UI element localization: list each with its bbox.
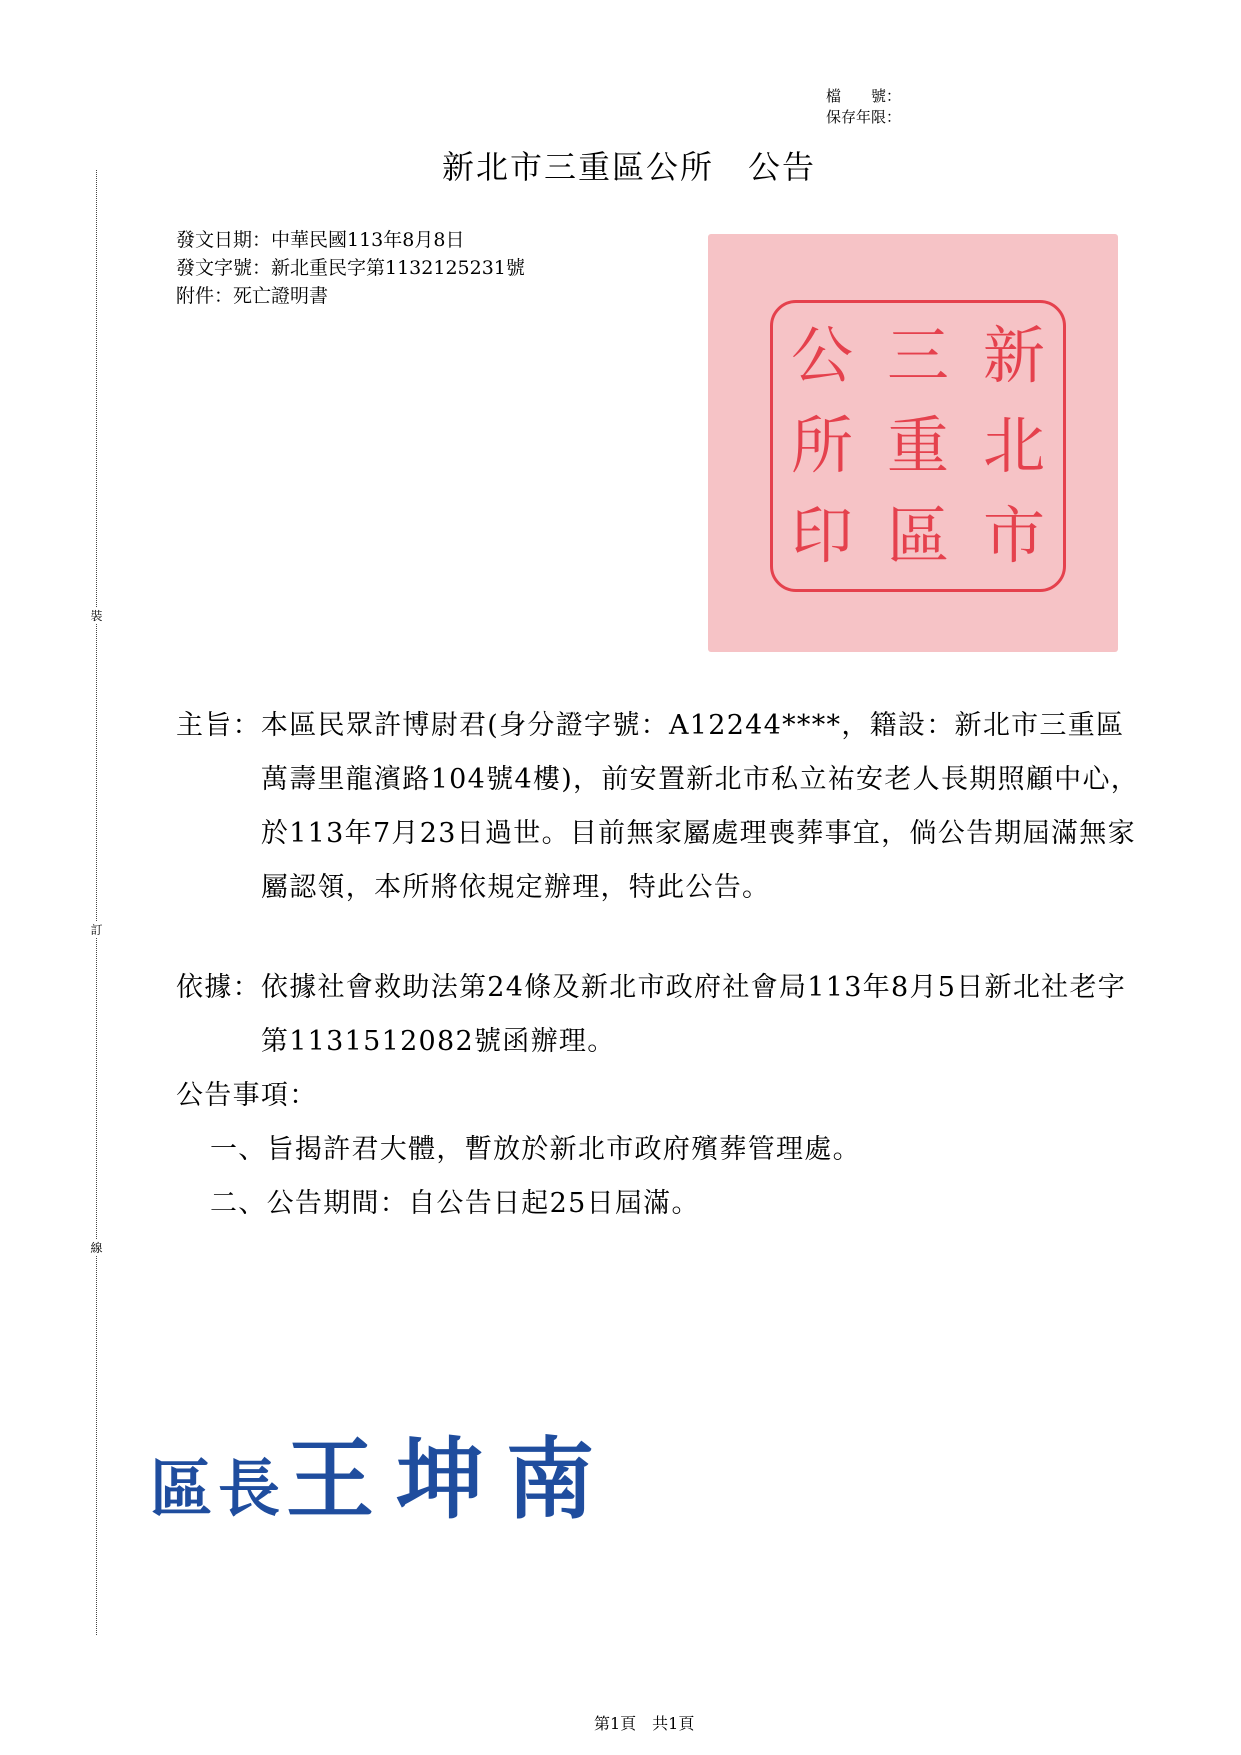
notice-item-number: 二、	[210, 1188, 267, 1219]
issue-date: 發文日期：中華民國113年8月8日	[176, 229, 465, 251]
official-seal	[708, 234, 1118, 652]
seal-column-3: 公 所 印	[790, 319, 853, 572]
binding-mark-middle: 訂	[90, 923, 103, 937]
signature-name: 王坤南	[286, 1428, 617, 1531]
notice-item-text: 旨揭許君大體，暫放於新北市政府殯葬管理處。	[266, 1134, 861, 1165]
signature-title: 區長	[150, 1452, 287, 1525]
basis-text: 依據社會救助法第24條及新北市政府社會局113年8月5日新北社老字第1131512082號函辦理。	[260, 972, 1127, 1057]
file-meta	[826, 86, 901, 128]
binding-line	[96, 170, 97, 1635]
basis-section	[176, 961, 1146, 1069]
seal-column-1: 新 北 市	[982, 319, 1045, 572]
subject-section	[176, 699, 1146, 915]
notice-item-text: 公告期間：自公告日起25日屆滿。	[266, 1188, 700, 1219]
binding-mark-bottom: 線	[90, 1241, 103, 1255]
attachment: 附件：死亡證明書	[176, 285, 329, 307]
notice-section	[176, 1069, 1146, 1231]
document-header	[176, 226, 525, 310]
file-number-label: 檔 號：	[826, 87, 902, 105]
subject-heading: 主旨：	[176, 710, 261, 741]
seal-column-2: 三 重 區	[886, 319, 949, 572]
signature	[150, 1410, 616, 1536]
basis-heading: 依據：	[176, 972, 261, 1003]
binding-mark-top: 裝	[90, 609, 103, 623]
subject-text: 本區民眾許博尉君(身分證字號：A12244****，籍設：新北市三重區萬壽里龍濱路104號4樓)，前安置新北市私立祐安老人長期照顧中心，於113年7月23日過世。目前無家屬處理喪葬事宜，倘公告期屆滿無家屬認領，本所將依規定辦理，特此公告。	[260, 710, 1140, 903]
seal-border	[770, 300, 1066, 592]
document-number: 發文字號：新北重民字第1132125231號	[176, 257, 525, 279]
notice-item	[176, 1177, 1146, 1231]
document-title: 新北市三重區公所 公告	[442, 148, 817, 186]
notice-item	[176, 1123, 1146, 1177]
page-number: 第1頁 共1頁	[594, 1714, 695, 1733]
notice-item-number: 一、	[210, 1134, 267, 1165]
retention-period-label: 保存年限：	[826, 108, 902, 126]
notice-heading: 公告事項：	[176, 1080, 318, 1111]
